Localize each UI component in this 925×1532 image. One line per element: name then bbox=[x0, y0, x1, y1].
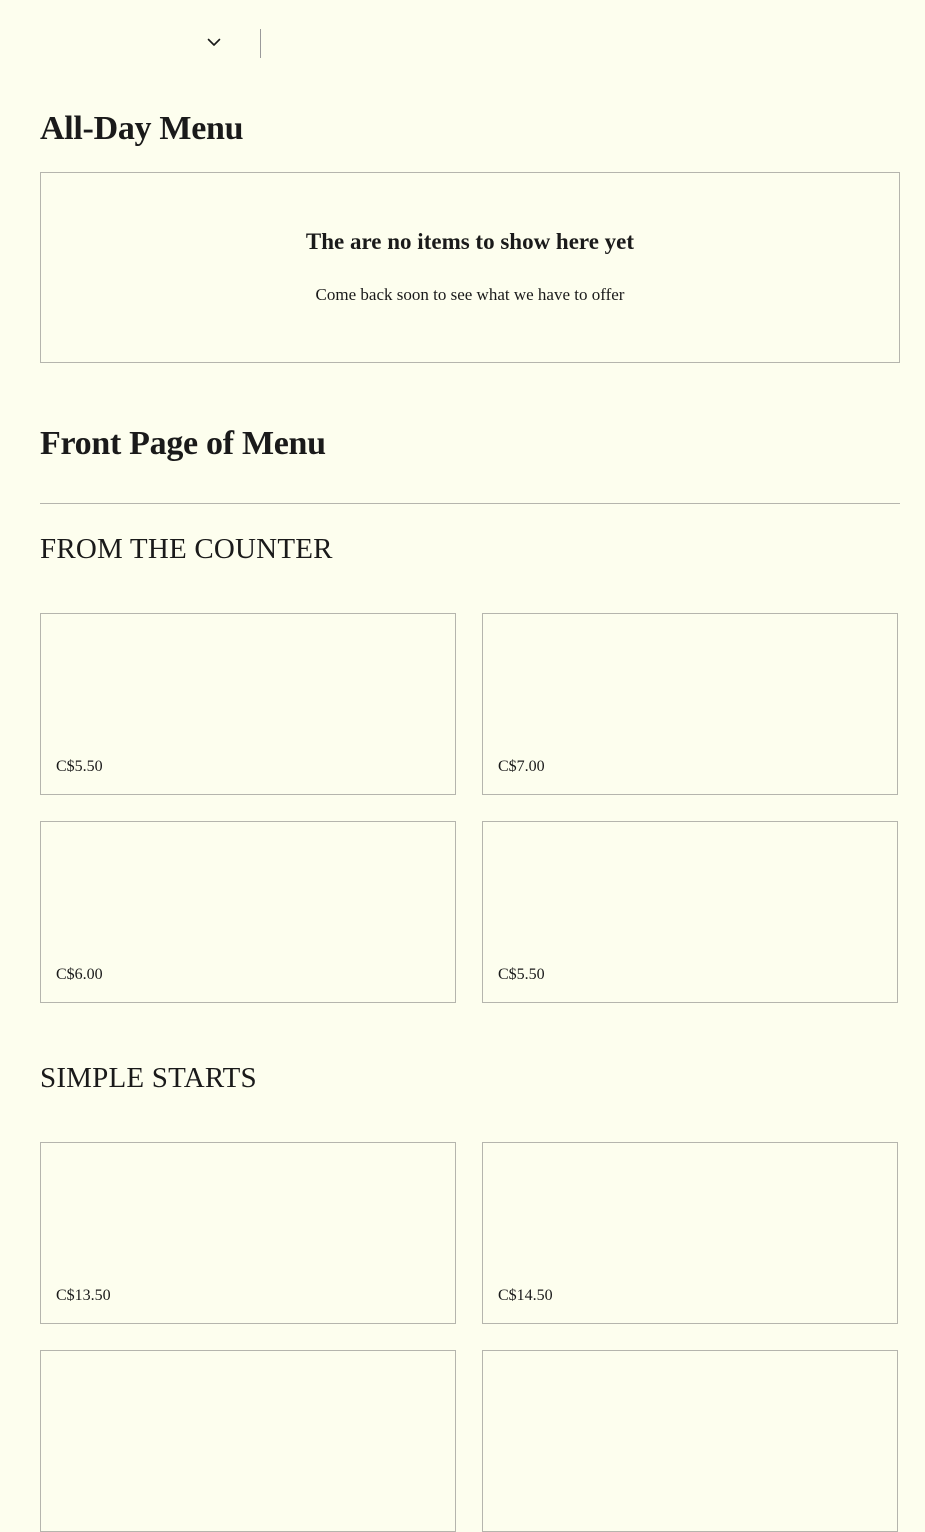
category-title-from-the-counter: FROM THE COUNTER bbox=[40, 533, 333, 565]
menu-item-card[interactable] bbox=[40, 1350, 456, 1532]
menu-item-price: C$7.00 bbox=[498, 758, 545, 775]
toolbar-divider bbox=[260, 29, 261, 58]
empty-state-panel bbox=[40, 172, 900, 363]
top-bar bbox=[0, 0, 925, 80]
menu-item-price: C$13.50 bbox=[56, 1287, 111, 1304]
menu-item-card[interactable] bbox=[482, 821, 898, 1003]
empty-state-title: The are no items to show here yet bbox=[305, 229, 635, 254]
chevron-down-icon bbox=[206, 34, 222, 50]
menu-item-card[interactable] bbox=[482, 1142, 898, 1324]
menu-item-card[interactable] bbox=[40, 1142, 456, 1324]
menu-item-card[interactable] bbox=[40, 613, 456, 795]
category-title-simple-starts: SIMPLE STARTS bbox=[40, 1062, 257, 1094]
menu-selector[interactable] bbox=[40, 26, 240, 60]
section-divider bbox=[40, 503, 900, 504]
front-page-menu-title: Front Page of Menu bbox=[40, 425, 326, 462]
menu-item-card[interactable] bbox=[482, 613, 898, 795]
menu-item-price: C$14.50 bbox=[498, 1287, 553, 1304]
menu-item-price: C$5.50 bbox=[498, 966, 545, 983]
menu-item-card[interactable] bbox=[482, 1350, 898, 1532]
menu-item-price: C$5.50 bbox=[56, 758, 103, 775]
all-day-menu-title: All-Day Menu bbox=[40, 110, 244, 147]
menu-item-price: C$6.00 bbox=[56, 966, 103, 983]
menu-item-card[interactable] bbox=[40, 821, 456, 1003]
empty-state-subtitle: Come back soon to see what we have to offer bbox=[315, 285, 625, 304]
